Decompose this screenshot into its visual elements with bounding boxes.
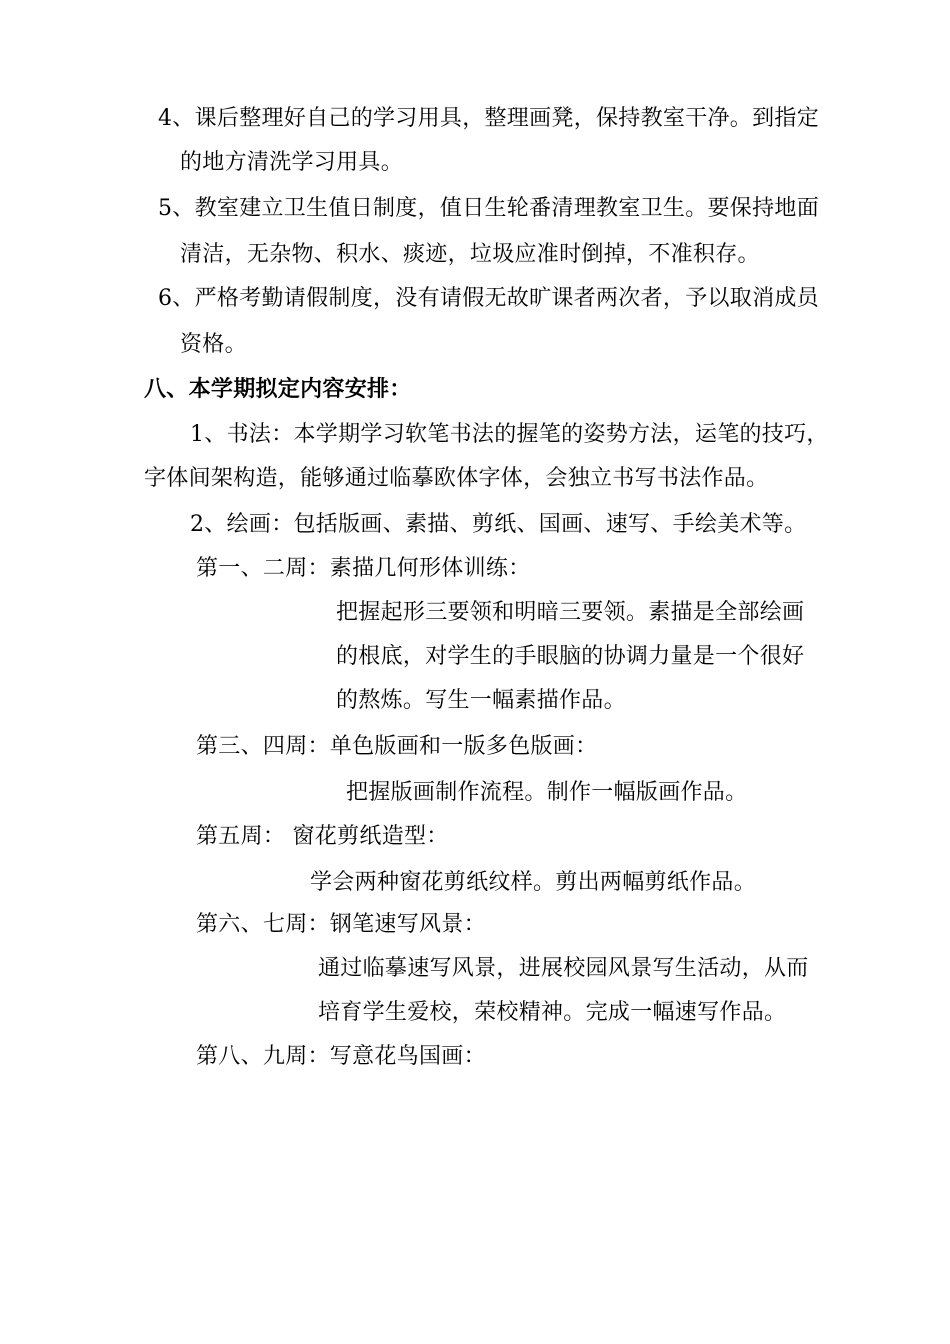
week-3-4-line-1: 把握版画制作流程。制作一幅版画作品。 [346,780,748,805]
section-8-heading: 八、本学期拟定内容安排： [144,376,412,402]
painting-intro: 2、绘画：包括版画、素描、剪纸、国画、速写、手绘美术等。 [190,512,807,537]
week-6-7-line-2: 培育学生爱校，荣校精神。完成一幅速写作品。 [318,1000,787,1025]
week-5-line-1: 学会两种窗花剪纸纹样。剪出两幅剪纸作品。 [310,870,757,895]
rule-6-line-2: 资格。 [180,332,247,357]
week-6-7-title: 第六、七周：钢笔速写风景： [196,912,486,937]
week-1-2-title: 第一、二周：素描几何形体训练： [196,556,531,581]
week-8-9-title: 第八、九周：写意花鸟国画： [196,1044,486,1069]
calligraphy-line-1: 1、书法：本学期学习软笔书法的握笔的姿势方法，运笔的技巧， [190,422,829,447]
week-5-title: 第五周： 窗花剪纸造型： [196,824,449,849]
rule-5-line-1: 5、教室建立卫生值日制度，值日生轮番清理教室卫生。要保持地面 [158,196,819,221]
rule-4-line-2: 的地方清洗学习用具。 [180,150,404,175]
rule-5-line-2: 清洁，无杂物、积水、痰迹，垃圾应准时倒掉，不准积存。 [180,242,760,267]
week-1-2-line-3: 的熬炼。写生一幅素描作品。 [336,688,626,713]
week-1-2-line-1: 把握起形三要领和明暗三要领。素描是全部绘画 [336,600,805,625]
rule-4-line-1: 4、课后整理好自己的学习用具，整理画凳，保持教室干净。到指定 [158,106,819,131]
week-1-2-line-2: 的根底，对学生的手眼脑的协调力量是一个很好 [336,644,805,669]
calligraphy-line-2: 字体间架构造，能够通过临摹欧体字体，会独立书写书法作品。 [144,466,769,491]
week-3-4-title: 第三、四周：单色版画和一版多色版画： [196,734,598,759]
rule-6-line-1: 6、严格考勤请假制度，没有请假无故旷课者两次者，予以取消成员 [158,286,819,311]
week-6-7-line-1: 通过临摹速写风景，进展校园风景写生活动，从而 [318,956,809,981]
